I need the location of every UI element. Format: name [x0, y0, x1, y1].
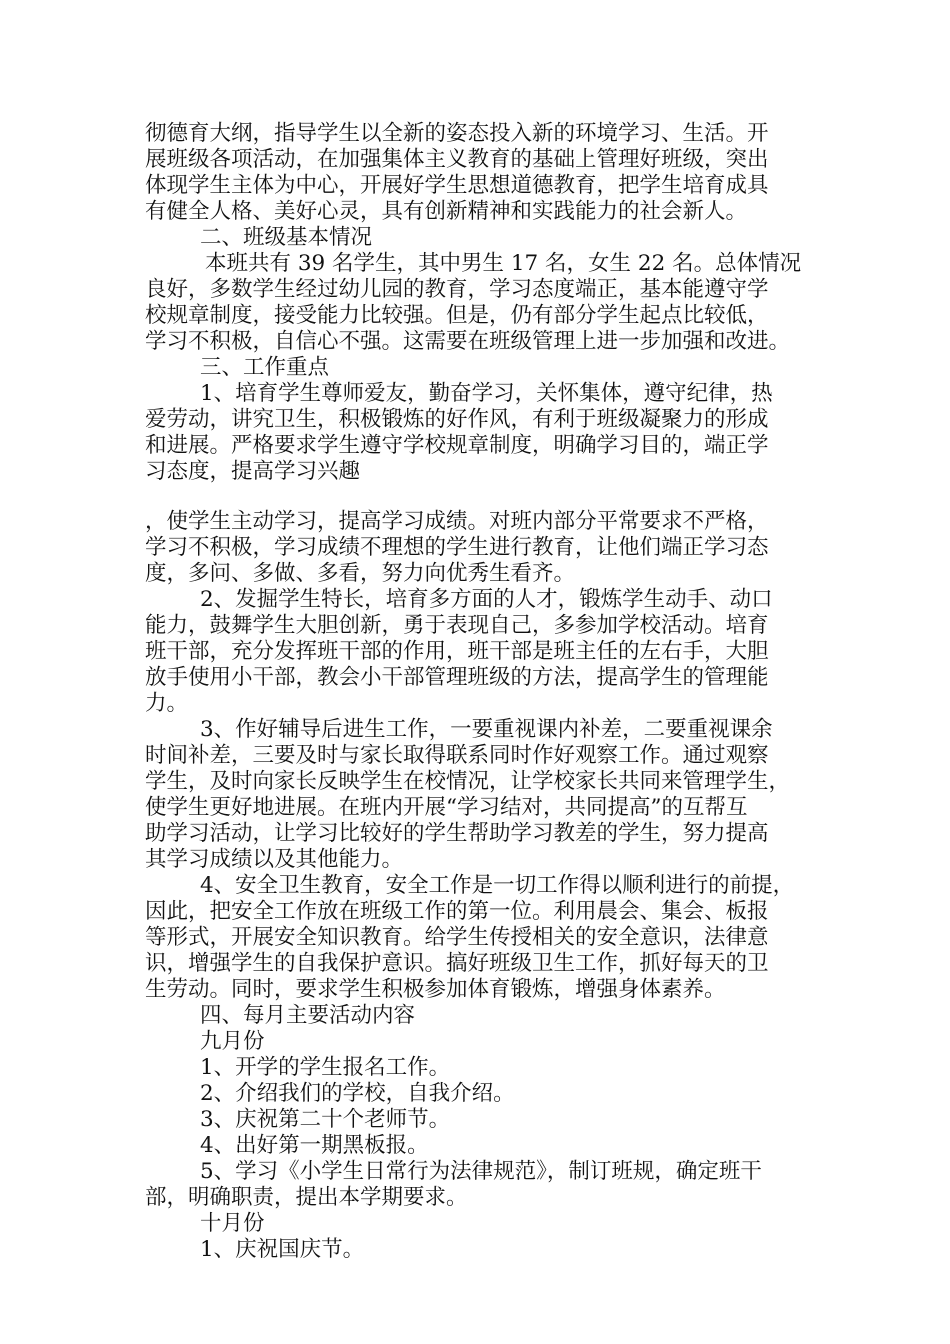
text-line: 使学生更好地进展。在班内开展“学习结对，共同提高”的互帮互 — [145, 795, 748, 820]
text-line: 班干部，充分发挥班干部的作用，班干部是班主任的左右手，大胆 — [145, 639, 769, 664]
text-line: 学生，及时向家长反映学生在校情况，让学校家长共同来管理学生， — [145, 769, 791, 794]
text-line: 有健全人格、美好心灵，具有创新精神和实践能力的社会新人。 — [145, 199, 748, 224]
text-line: ，使学生主动学习，提高学习成绩。对班内部分平常要求不严格， — [145, 509, 769, 534]
text-line: 助学习活动，让学习比较好的学生帮助学习教差的学生，努力提高 — [145, 821, 769, 846]
section-heading: 三、工作重点 — [200, 355, 330, 380]
text-line: 本班共有 39 名学生，其中男生 17 名，女生 22 名。总体情况 — [205, 251, 802, 276]
text-line: 学习不积极，学习成绩不理想的学生进行教育，让他们端正学习态 — [145, 535, 769, 560]
text-line: 爱劳动，讲究卫生，积极锻炼的好作风，有利于班级凝聚力的形成 — [145, 407, 769, 432]
text-line: 度，多问、多做、多看，努力向优秀生看齐。 — [145, 561, 576, 586]
text-line: 时间补差，三要及时与家长取得联系同时作好观察工作。通过观察 — [145, 743, 769, 768]
text-line: 2、发掘学生特长，培育多方面的人才，锻炼学生动手、动口 — [200, 587, 773, 612]
text-line: 力。 — [145, 691, 189, 716]
text-line: 因此，把安全工作放在班级工作的第一位。利用晨会、集会、板报 — [145, 899, 769, 924]
text-line: 能力，鼓舞学生大胆创新，勇于表现自己，多参加学校活动。培育 — [145, 613, 769, 638]
text-line: 等形式，开展安全知识教育。给学生传授相关的安全意识，法律意 — [145, 925, 769, 950]
section-heading: 四、每月主要活动内容 — [200, 1003, 416, 1028]
month-heading: 九月份 — [200, 1029, 265, 1054]
text-line: 放手使用小干部，教会小干部管理班级的方法，提高学生的管理能 — [145, 665, 769, 690]
text-line: 体现学生主体为中心，开展好学生思想道德教育，把学生培育成具 — [145, 173, 769, 198]
text-line: 展班级各项活动，在加强集体主义教育的基础上管理好班级，突出 — [145, 147, 769, 172]
list-item: 1、开学的学生报名工作。 — [200, 1055, 451, 1080]
text-line: 3、作好辅导后进生工作，一要重视课内补差，二要重视课余 — [200, 717, 773, 742]
month-heading: 十月份 — [200, 1211, 265, 1236]
section-heading: 二、班级基本情况 — [200, 225, 373, 250]
list-item: 4、出好第一期黑板报。 — [200, 1133, 429, 1158]
text-line: 识，增强学生的自我保护意识。搞好班级卫生工作，抓好每天的卫 — [145, 951, 769, 976]
text-line: 习态度，提高学习兴趣 — [145, 459, 361, 484]
list-item: 1、庆祝国庆节。 — [200, 1237, 365, 1262]
text-line: 学习不积极，自信心不强。这需要在班级管理上进一步加强和改进。 — [145, 329, 791, 354]
text-line: 良好，多数学生经过幼儿园的教育，学习态度端正，基本能遵守学 — [145, 277, 769, 302]
text-line: 其学习成绩以及其他能力。 — [145, 847, 404, 872]
list-item: 2、介绍我们的学校，自我介绍。 — [200, 1081, 515, 1106]
list-item: 3、庆祝第二十个老师节。 — [200, 1107, 451, 1132]
text-line: 4、安全卫生教育，安全工作是一切工作得以顺利进行的前提， — [200, 873, 795, 898]
list-item: 5、学习《小学生日常行为法律规范》，制订班规，确定班干 — [200, 1159, 762, 1184]
text-line: 校规章制度，接受能力比较强。但是，仍有部分学生起点比较低， — [145, 303, 769, 328]
text-line: 生劳动。同时，要求学生积极参加体育锻炼，增强身体素养。 — [145, 977, 726, 1002]
text-line: 彻德育大纲，指导学生以全新的姿态投入新的环境学习、生活。开 — [145, 121, 769, 146]
text-line: 1、培育学生尊师爱友，勤奋学习，关怀集体，遵守纪律，热 — [200, 381, 773, 406]
text-line: 部，明确职责，提出本学期要求。 — [145, 1185, 468, 1210]
text-line: 和进展。严格要求学生遵守学校规章制度，明确学习目的，端正学 — [145, 433, 769, 458]
